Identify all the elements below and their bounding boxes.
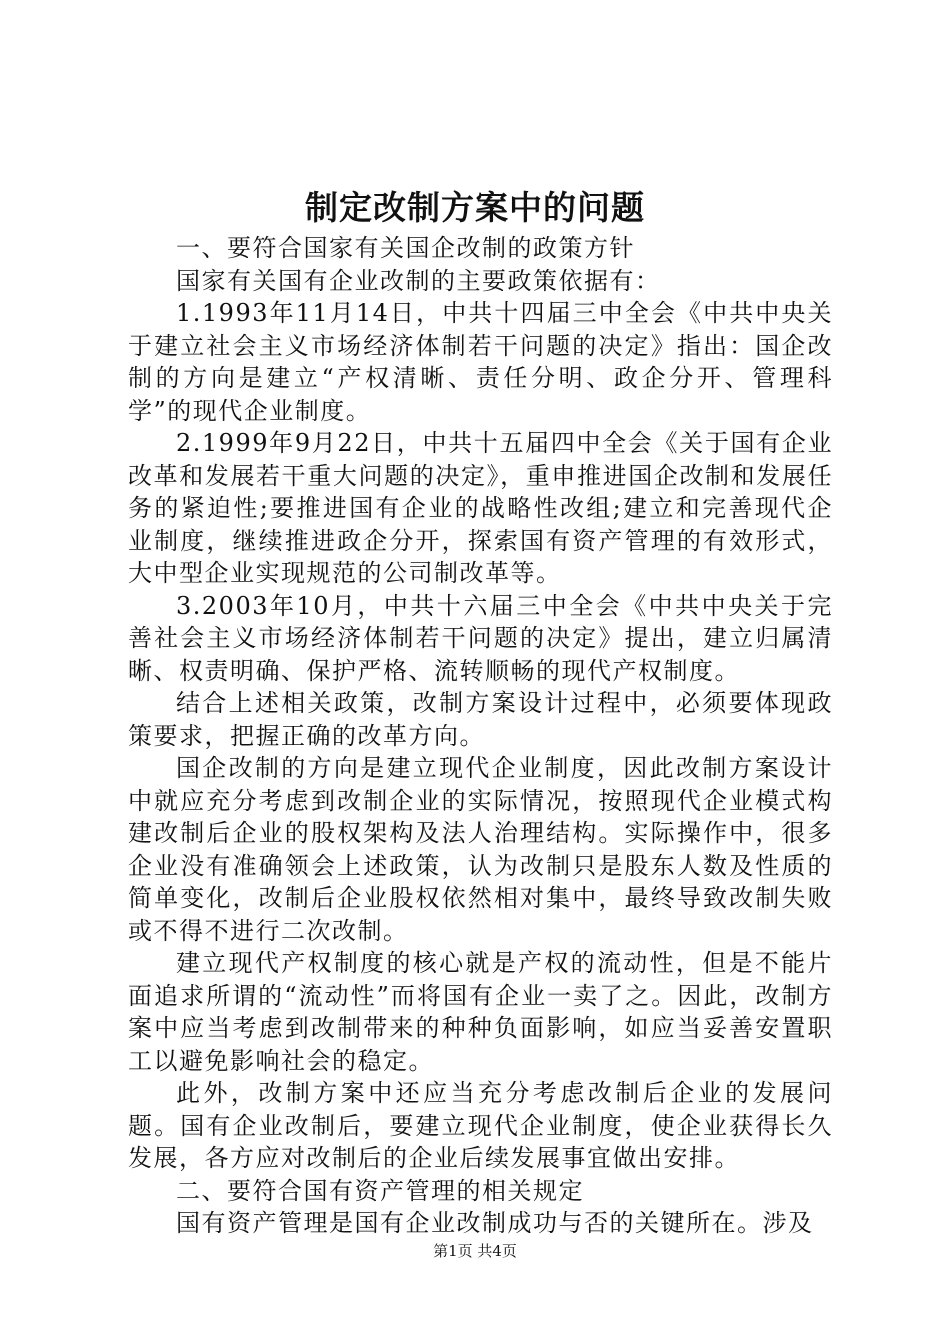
paragraph: 3.2003年10月，中共十六届三中全会《中共中央关于完善社会主义市场经济体制若干问题的决定》提出，建立归属清晰、权责明确、保护严格、流转顺畅的现代产权制度。 [128,591,833,685]
section-heading-1: 一、要符合国家有关国企改制的政策方针 [176,234,635,262]
paragraph: 结合上述相关政策，改制方案设计过程中，必须要体现政策要求，把握正确的改革方向。 [128,689,833,750]
page-footer: 第1页 共4页 [433,1242,517,1260]
document-body [128,232,833,1240]
paragraph: 国有资产管理是国有企业改制成功与否的关键所在。涉及 [176,1209,814,1237]
page-title: 制定改制方案中的问题 [305,188,645,227]
section-heading-2: 二、要符合国有资产管理的相关规定 [176,1176,584,1205]
paragraph: 1.1993年11月14日，中共十四届三中全会《中共中央关于建立社会主义市场经济体制若干问题的决定》指出：国企改制的方向是建立“产权清晰、责任分明、政企分开、管理科学”的现代企业制度。 [128,299,833,425]
paragraph: 国企改制的方向是建立现代企业制度，因此改制方案设计中就应充分考虑到改制企业的实际情况，按照现代企业模式构建改制后企业的股权架构及法人治理结构。实际操作中，很多企业没有准确领会上述政策，认为改制只是股东人数及性质的简单变化，改制后企业股权依然相对集中，最终导致改制失败或不得不进行二次改制。 [128,754,833,945]
paragraph: 建立现代产权制度的核心就是产权的流动性，但是不能片面追求所谓的“流动性”而将国有企业一卖了之。因此，改制方案中应当考虑到改制带来的种种负面影响，如应当妥善安置职工以避免影响社会的稳定。 [128,949,833,1075]
paragraph: 2.1999年9月22日，中共十五届四中全会《关于国有企业改革和发展若干重大问题的决定》，重申推进国企改制和发展任务的紧迫性;要推进国有企业的战略性改组;建立和完善现代企业制度，继续推进政企分开，探索国有资产管理的有效形式，大中型企业实现规范的公司制改革等。 [128,429,833,587]
paragraph: 国家有关国有企业改制的主要政策依据有： [176,266,661,295]
paragraph: 此外，改制方案中还应当充分考虑改制后企业的发展问题。国有企业改制后，要建立现代企业制度，使企业获得长久发展，各方应对改制后的企业后续发展事宜做出安排。 [128,1079,833,1172]
